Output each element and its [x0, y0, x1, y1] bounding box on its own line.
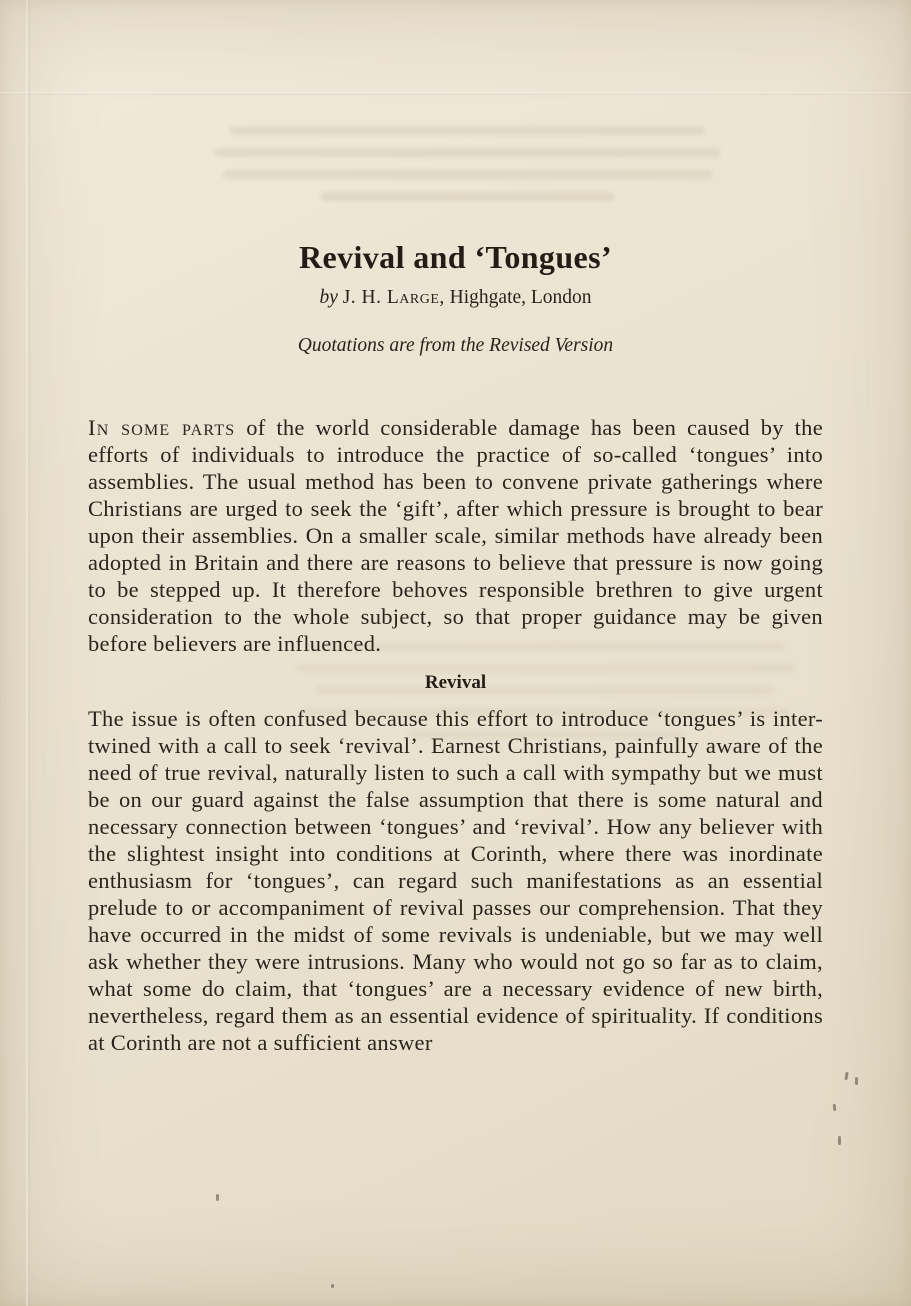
quotation-note: Quotations are from the Revised Version	[297, 335, 614, 356]
ink-speck	[216, 1194, 219, 1201]
byline-location: Highgate, London	[449, 287, 592, 308]
ink-speck	[838, 1136, 841, 1145]
ink-speck	[331, 1284, 334, 1288]
section-heading-revival: Revival	[424, 672, 487, 693]
byline	[88, 286, 823, 310]
intro-rest: of the world considerable damage has been caused by the efforts of individuals to introduce the practice of so-called ‘tongues’ into assemblies. The usual method has been to convene private gatherings where Christians are urged to seek the ‘gift’, after which pressure is brought to bear upon their assemblies. On a smaller scale, similar methods have already been adopted in Britain and there are reasons to believe that pressure is now going to be stepped up. It therefore behoves responsible brethren to give urgent consideration to the whole subject, so that proper guidance may be given before believers are influenced.	[88, 415, 823, 656]
ink-speck	[844, 1072, 848, 1080]
ink-speck	[855, 1077, 858, 1085]
intro-lead: In some parts	[88, 415, 236, 440]
byline-author: J. H. Large,	[342, 287, 445, 308]
ink-speck	[833, 1104, 837, 1111]
intro-paragraph	[88, 414, 823, 657]
revival-paragraph: The issue is often confused because this effort to introduce ‘tongues’ is inter-twined with a call to seek ‘revival’. Earnest Christians, painfully aware of the need of true revival, naturally listen to such a call with sympathy but we must be on our guard against the false assumption that there is some natural and necessary connection between ‘tongues’ and ‘revival’. How any believer with the slightest insight into conditions at Corinth, where there was inordinate enthusiasm for ‘tongues’, can regard such manifestations as an essential prelude to or accompaniment of revival passes our comprehension. That they have occurred in the midst of some revivals is undeniable, but we may well ask whether they were intrusions. Many who would not go so far as to claim, what some do claim, that ‘tongues’ are a necessary evidence of new birth, nevertheless, regard them as an essential evidence of spirituality. If conditions at Corinth are not a sufficient answer	[88, 706, 823, 1055]
article-title: Revival and ‘Tongues’	[298, 239, 613, 275]
byline-by: by	[319, 287, 338, 308]
